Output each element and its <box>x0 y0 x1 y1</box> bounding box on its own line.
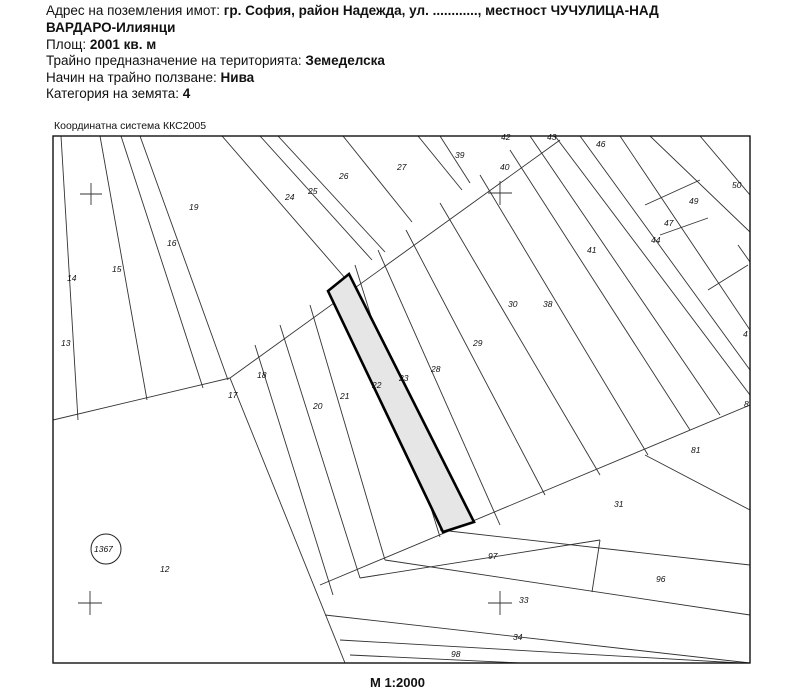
parcel-label: 12 <box>160 564 170 574</box>
parcel-label: 24 <box>285 192 295 202</box>
parcel-label: 20 <box>313 401 323 411</box>
cross-marker <box>80 183 102 205</box>
parcel-label: 97 <box>488 551 498 561</box>
coordinate-system-label: Координатна система ККС2005 <box>54 120 207 132</box>
parcel-label: 1367 <box>94 544 113 554</box>
usage-value: Нива <box>220 70 255 85</box>
parcel-label: 44 <box>651 235 661 245</box>
parcel-label: 25 <box>308 186 318 196</box>
parcel-label: 96 <box>656 574 666 584</box>
area-value: 2001 кв. м <box>89 37 157 52</box>
cross-marker <box>78 591 102 615</box>
parcel-label: 43 <box>547 132 557 142</box>
purpose-label: Трайно предназначение на територията: <box>46 53 302 68</box>
parcel-label: 31 <box>614 499 624 509</box>
parcel-label: 81 <box>691 445 701 455</box>
parcel-label: 23 <box>399 373 409 383</box>
parcel-label: 49 <box>689 196 699 206</box>
usage-label: Начин на трайно ползване: <box>46 70 217 85</box>
parcel-label: 15 <box>112 264 122 274</box>
parcel-label: 33 <box>519 595 529 605</box>
map-scale: М 1:2000 <box>370 675 425 690</box>
parcel-label: 39 <box>455 150 465 160</box>
parcel-label: 16 <box>167 238 177 248</box>
parcel-label: 13 <box>61 338 71 348</box>
parcel-label: 40 <box>500 162 510 172</box>
parcel-label: 22 <box>372 380 382 390</box>
category-value: 4 <box>182 86 191 101</box>
subject-parcel <box>328 274 474 532</box>
parcel-label: 98 <box>451 649 461 659</box>
parcel-label: 28 <box>431 364 441 374</box>
parcel-label: 17 <box>228 390 238 400</box>
parcel-label: 26 <box>339 171 349 181</box>
parcel-label: 50 <box>732 180 742 190</box>
cross-marker <box>488 181 512 205</box>
purpose-value: Земеделска <box>305 53 385 68</box>
parcel-label: 46 <box>596 139 606 149</box>
area-label: Площ: <box>46 37 87 52</box>
parcel-label: 38 <box>543 299 553 309</box>
address-label: Адрес на поземления имот: <box>46 3 221 18</box>
parcel-label: 18 <box>257 370 267 380</box>
parcel-label: 14 <box>67 273 77 283</box>
parcel-label: 19 <box>189 202 199 212</box>
address-value-continued: ВАРДАРО-Илиянци <box>46 20 176 35</box>
parcel-label: 8 <box>744 399 749 409</box>
parcel-label: 42 <box>501 132 511 142</box>
category-label: Категория на земята: <box>46 86 180 101</box>
parcel-label: 30 <box>508 299 518 309</box>
address-value: гр. София, район Надежда, ул. ............, местност ЧУЧУЛИЦА-НАД <box>223 3 659 18</box>
parcel-label: 27 <box>397 162 407 172</box>
parcel-label: 21 <box>340 391 350 401</box>
parcel-label: 47 <box>664 218 674 228</box>
cross-marker <box>488 591 512 615</box>
parcel-label: 4 <box>743 329 748 339</box>
parcel-label: 34 <box>513 632 523 642</box>
parcel-label: 41 <box>587 245 597 255</box>
parcel-label: 29 <box>473 338 483 348</box>
